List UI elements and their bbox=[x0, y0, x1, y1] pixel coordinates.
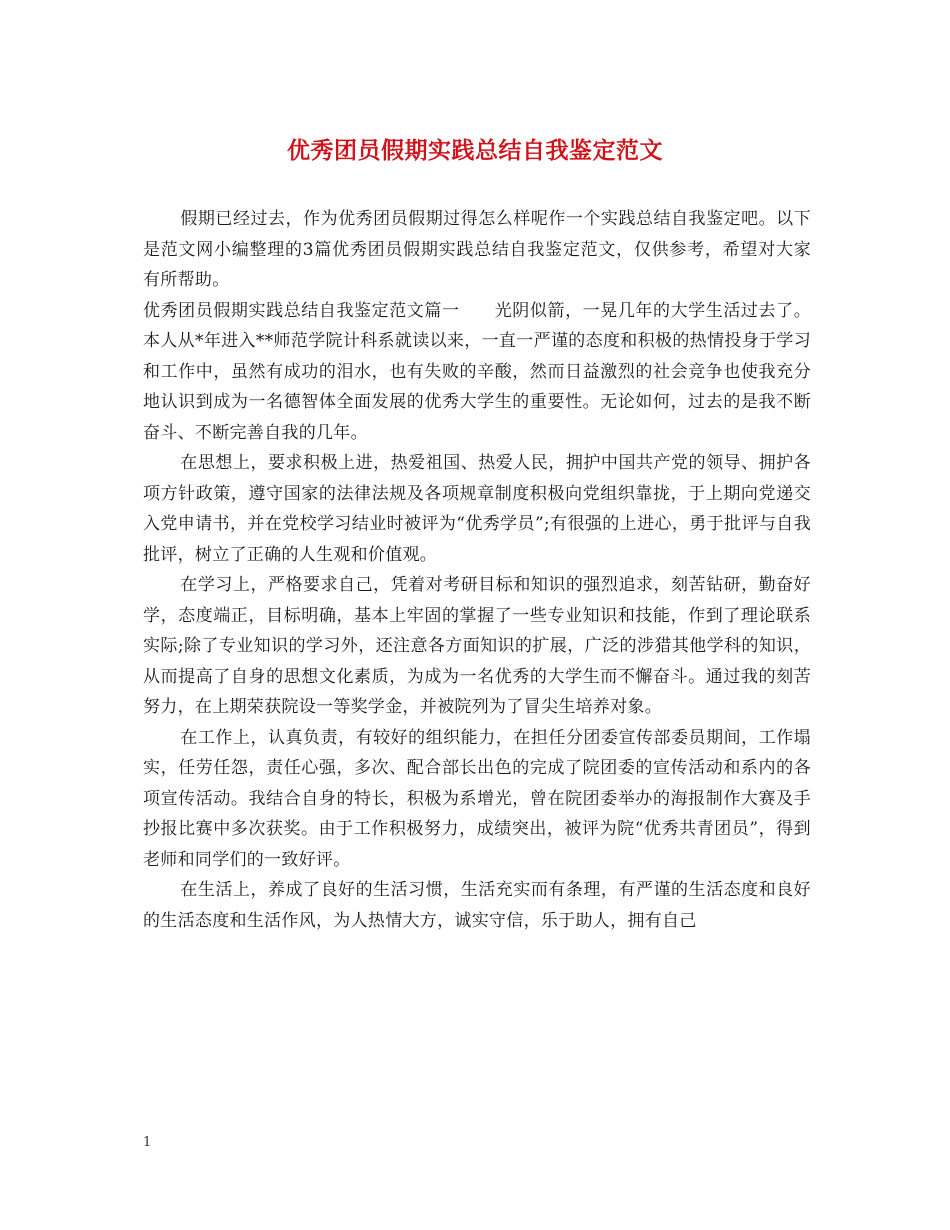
paragraph-work: 在工作上，认真负责，有较好的组织能力，在担任分团委宣传部委员期间，工作塌实，任劳任怨，责任心强，多次、配合部长出色的完成了院团委的宣传活动和系内的各项宣传活动。我结合自身的特长，积极为系增光，曾在院团委举办的海报制作大赛及手抄报比赛中多次获奖。由于工作积极努力，成绩突出，被评为院“优秀共青团员”，得到老师和同学们的一致好评。 bbox=[143, 727, 811, 870]
document-title: 优秀团员假期实践总结自我鉴定范文 bbox=[287, 138, 663, 164]
document-body bbox=[143, 204, 811, 936]
paragraph-section-one: 优秀团员假期实践总结自我鉴定范文篇一 光阴似箭，一晃几年的大学生活过去了。本人从*年进入**师范学院计科系就读以来，一直一严谨的态度和积极的热情投身于学习和工作中，虽然有成功的泪水，也有失败的辛酸，然而日益激烈的社会竞争也使我充分地认识到成为一名德智体全面发展的优秀大学生的重要性。无论如何，过去的是我不断奋斗、不断完善自我的几年。 bbox=[143, 300, 811, 443]
page-number: 1 bbox=[143, 1135, 152, 1150]
paragraph-life: 在生活上，养成了良好的生活习惯，生活充实而有条理，有严谨的生活态度和良好的生活态度和生活作风，为人热情大方，诚实守信，乐于助人，拥有自己 bbox=[143, 880, 811, 931]
paragraph-thought: 在思想上，要求积极上进，热爱祖国、热爱人民，拥护中国共产党的领导、拥护各项方针政策，遵守国家的法律法规及各项规章制度积极向党组织靠拢，于上期向党递交入党申请书，并在党校学习结业时被评为“优秀学员”;有很强的上进心，勇于批评与自我批评，树立了正确的人生观和价值观。 bbox=[143, 453, 811, 565]
paragraph-intro: 假期已经过去，作为优秀团员假期过得怎么样呢作一个实践总结自我鉴定吧。以下是范文网小编整理的3篇优秀团员假期实践总结自我鉴定范文，仅供参考，希望对大家有所帮助。 bbox=[143, 209, 811, 290]
paragraph-study: 在学习上，严格要求自己，凭着对考研目标和知识的强烈追求，刻苦钻研，勤奋好学，态度端正，目标明确，基本上牢固的掌握了一些专业知识和技能，作到了理论联系实际;除了专业知识的学习外，还注意各方面知识的扩展，广泛的涉猎其他学科的知识，从而提高了自身的思想文化素质，为成为一名优秀的大学生而不懈奋斗。通过我的刻苦努力，在上期荣获院设一等奖学金，并被院列为了冒尖生培养对象。 bbox=[143, 575, 811, 717]
